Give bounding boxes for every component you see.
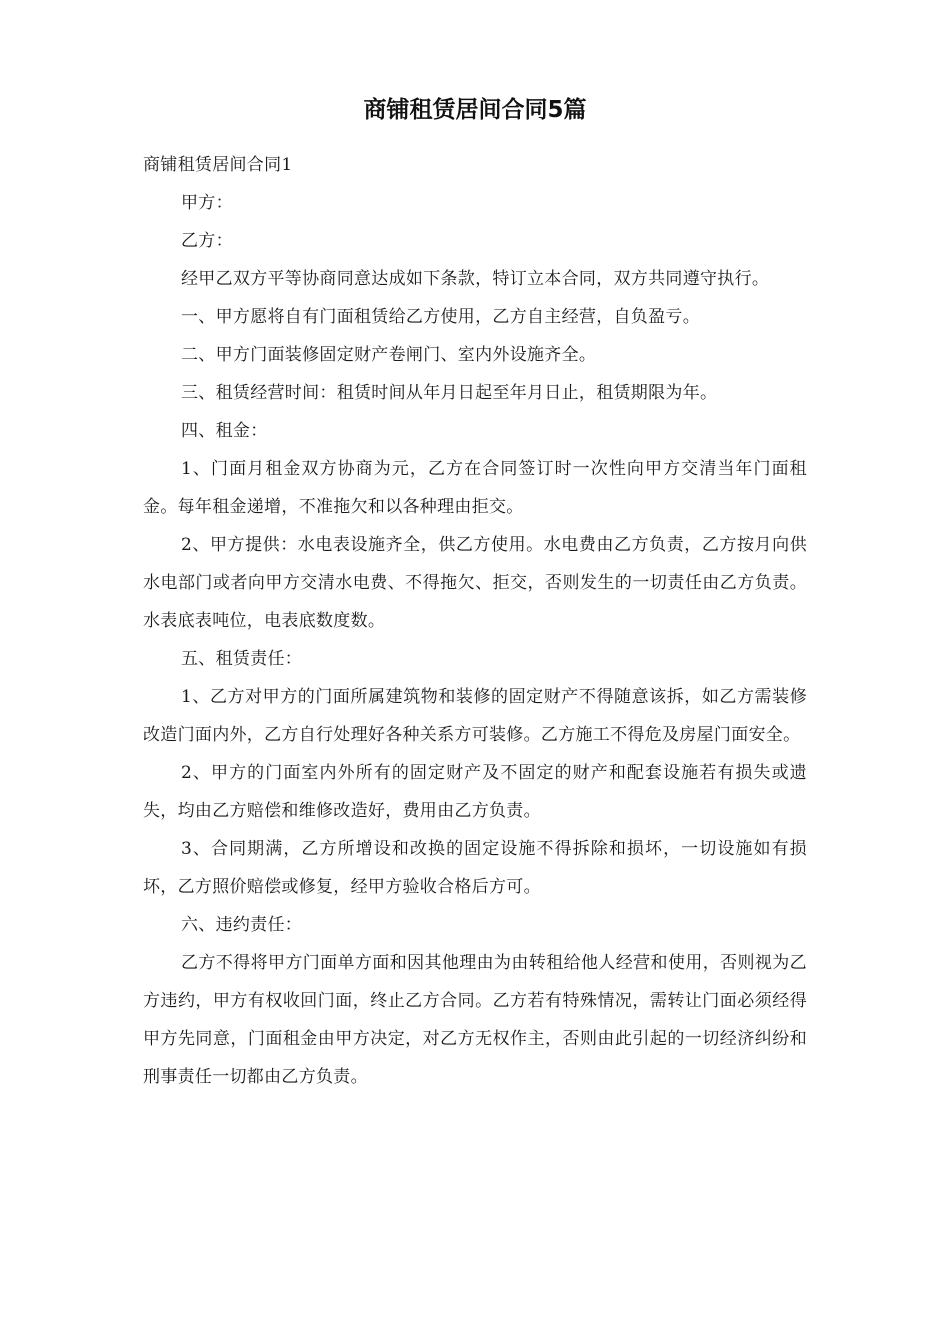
document-paragraph: 三、租赁经营时间：租赁时间从年月日起至年月日止，租赁期限为年。 bbox=[181, 383, 718, 403]
document-paragraph: 乙方不得将甲方门面单方面和因其他理由为由转租给他人经营和使用，否则视为乙方违约，甲方有权收回门面，终止乙方合同。乙方若有特殊情况，需转让门面必须经得甲方先同意，门面租金由甲方决定，对乙方无权作主，否则由此引起的一切经济纠纷和刑事责任一切都由乙方负责。 bbox=[143, 953, 807, 1087]
document-paragraph: 四、租金： bbox=[181, 421, 268, 441]
document-body bbox=[143, 146, 807, 1096]
document-title: 商铺租赁居间合同5篇 bbox=[363, 97, 587, 123]
document-paragraph: 2、甲方提供：水电表设施齐全，供乙方使用。水电费由乙方负责，乙方按月向供水电部门或者向甲方交清水电费、不得拖欠、拒交，否则发生的一切责任由乙方负责。水表底表吨位，电表底数度数。 bbox=[143, 535, 807, 631]
document-paragraph: 五、租赁责任： bbox=[181, 649, 303, 669]
document-paragraph: 3、合同期满，乙方所增设和改换的固定设施不得拆除和损坏，一切设施如有损坏，乙方照价赔偿或修复，经甲方验收合格后方可。 bbox=[143, 839, 807, 897]
document-paragraph: 乙方： bbox=[181, 231, 233, 251]
document-paragraph: 一、甲方愿将自有门面租赁给乙方使用，乙方自主经营，自负盈亏。 bbox=[181, 307, 700, 327]
document-paragraph: 甲方： bbox=[181, 193, 233, 213]
document-paragraph: 六、违约责任： bbox=[181, 915, 303, 935]
document-paragraph: 二、甲方门面装修固定财产卷闸门、室内外设施齐全。 bbox=[181, 345, 597, 365]
section-heading: 商铺租赁居间合同1 bbox=[143, 155, 293, 175]
document-paragraph: 1、门面月租金双方协商为元，乙方在合同签订时一次性向甲方交清当年门面租金。每年租金递增，不准拖欠和以各种理由拒交。 bbox=[143, 459, 807, 517]
document-paragraph: 1、乙方对甲方的门面所属建筑物和装修的固定财产不得随意该拆，如乙方需装修改造门面内外，乙方自行处理好各种关系方可装修。乙方施工不得危及房屋门面安全。 bbox=[143, 687, 807, 745]
document-paragraph: 2、甲方的门面室内外所有的固定财产及不固定的财产和配套设施若有损失或遗失，均由乙方赔偿和维修改造好，费用由乙方负责。 bbox=[143, 763, 807, 821]
document-paragraph: 经甲乙双方平等协商同意达成如下条款，特订立本合同，双方共同遵守执行。 bbox=[181, 269, 770, 289]
